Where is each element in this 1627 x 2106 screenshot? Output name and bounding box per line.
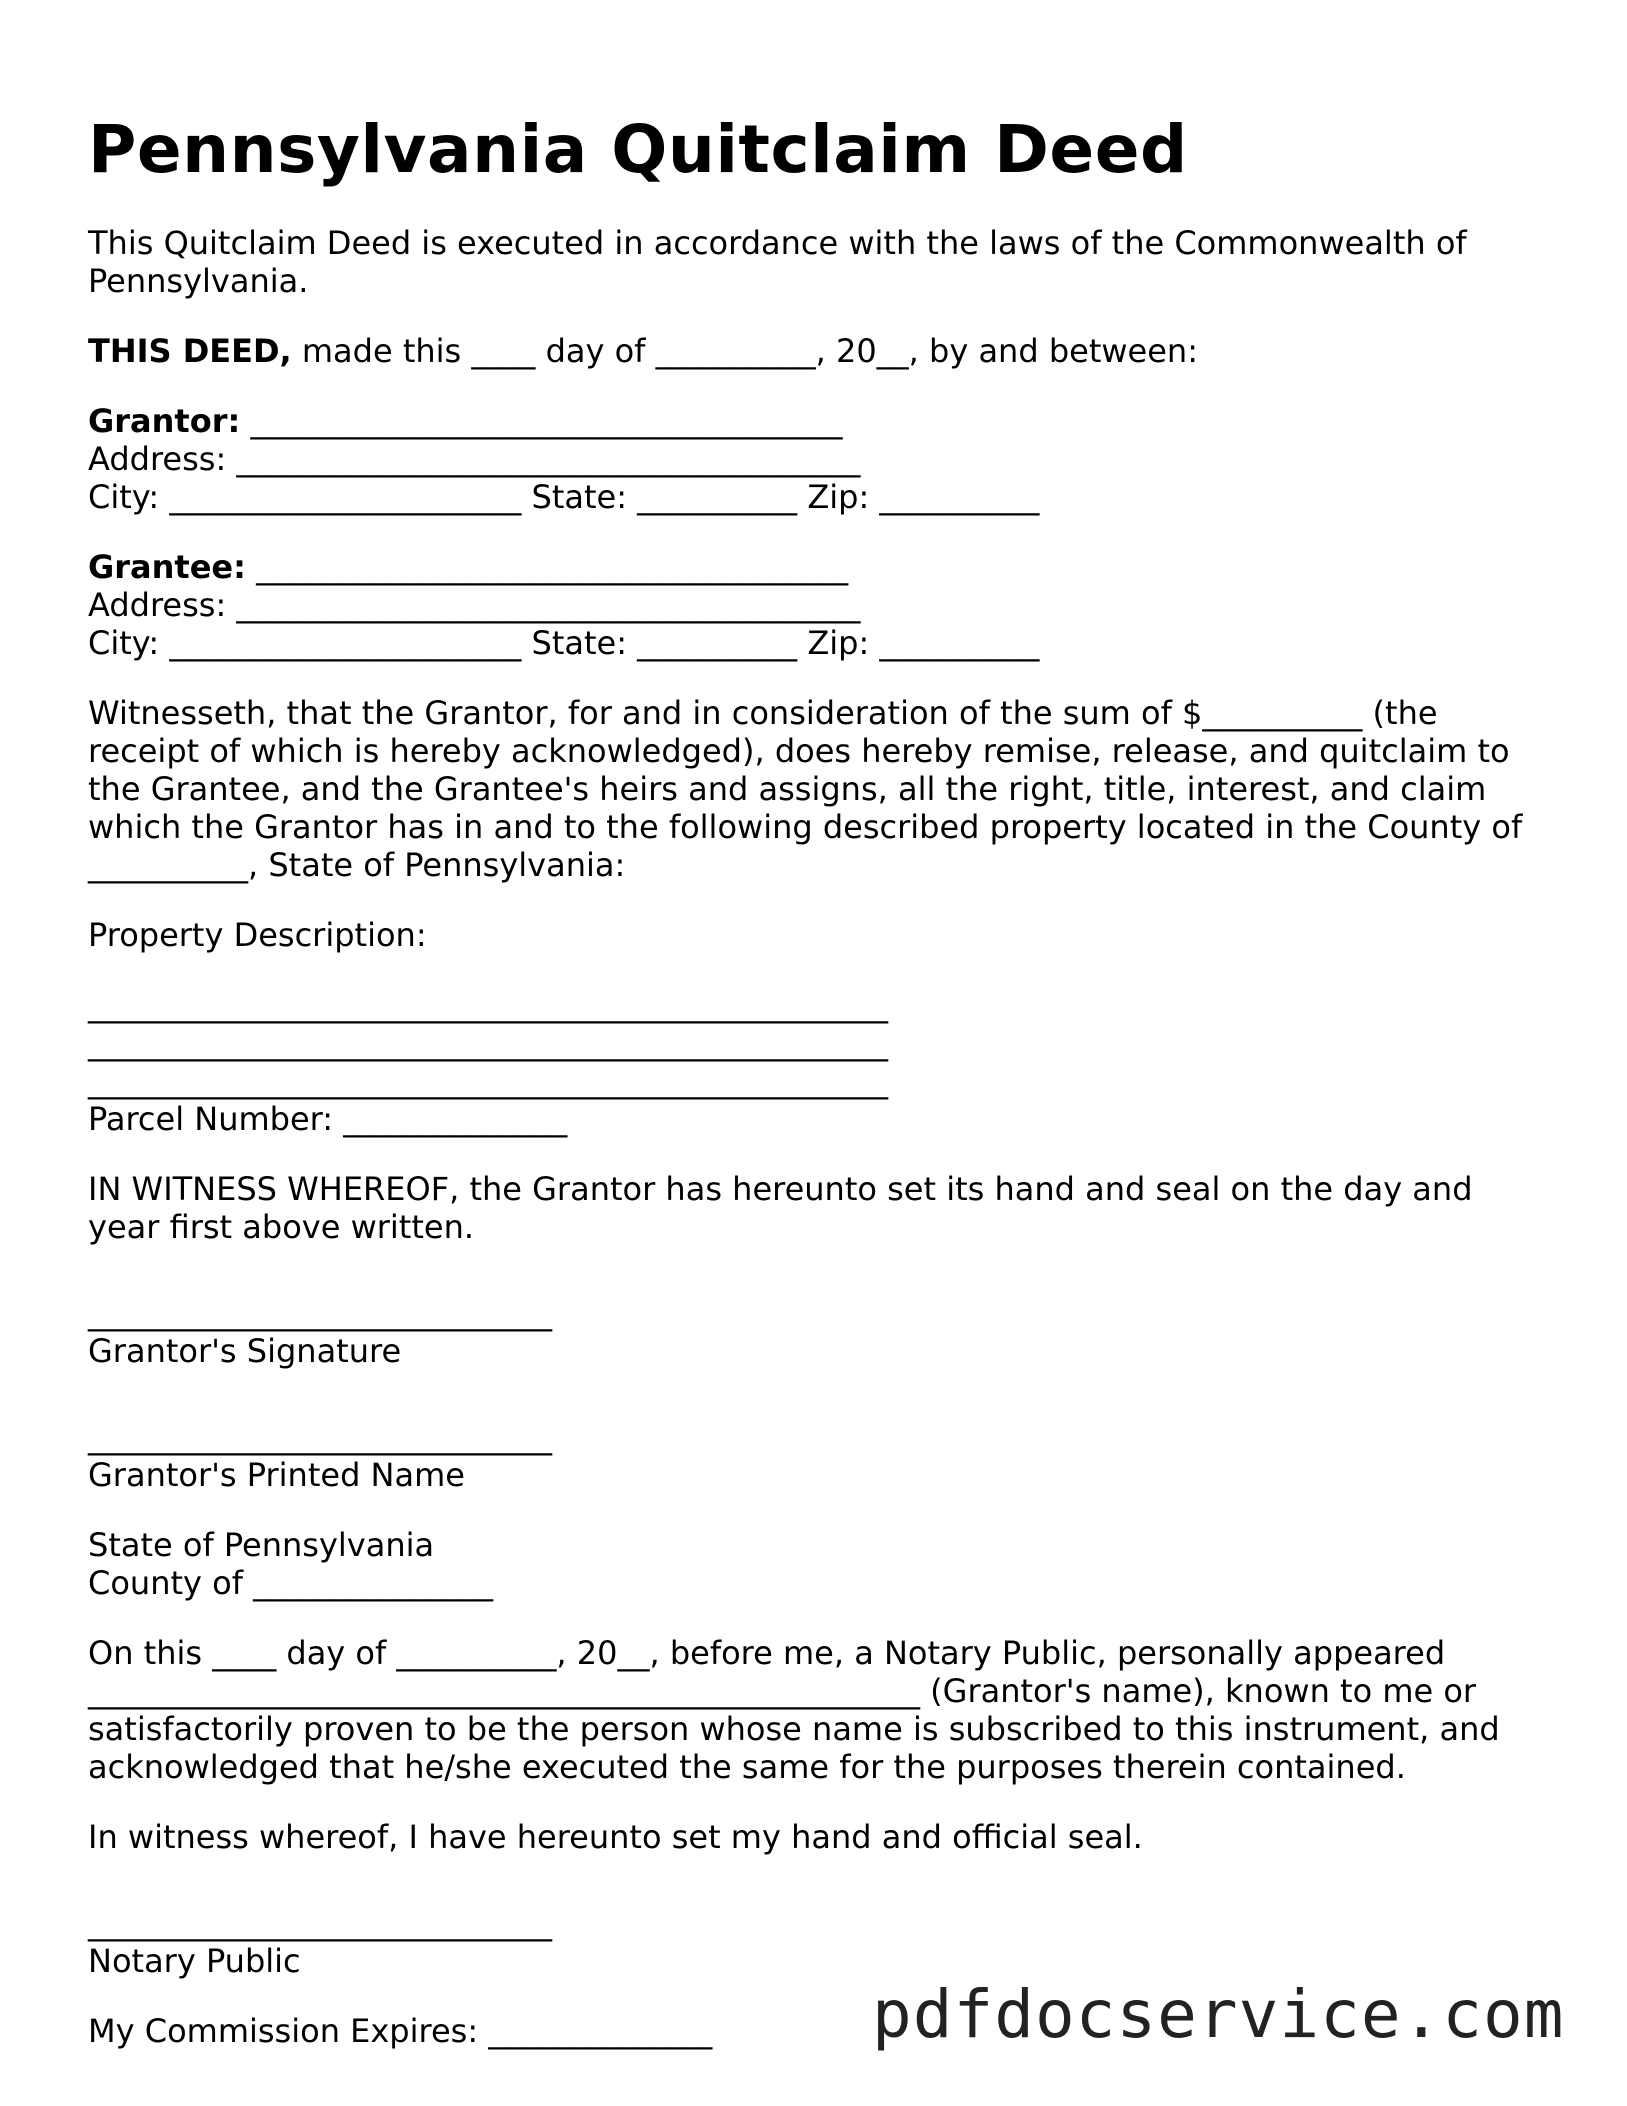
witnesseth-paragraph: Witnesseth, that the Grantor, for and in consideration of the sum of $__________ (the receipt of which is hereby acknowledged), does hereby remise, release, and quitclaim to the Grantee, and the Grantee's heirs and assigns, all the right, title, interest, and claim which the Grantor has in and to the following described property located in the County of __________, State of Pennsylvania: <box>88 694 1533 884</box>
grantor-name-field: _____________________________________ <box>240 402 843 440</box>
grantor-printed-name-line: _____________________________ <box>88 1418 552 1456</box>
grantor-signature-line: _____________________________ <box>88 1294 552 1332</box>
grantee-name-line <box>88 548 1528 586</box>
acknowledgment-line-4: acknowledged that he/she executed the same for the purposes therein contained. <box>88 1748 1406 1786</box>
page-title: Pennsylvania Quitclaim Deed <box>88 111 1188 188</box>
grantor-city-line: City: ______________________ State: __________ Zip: __________ <box>88 478 1040 516</box>
acknowledgment-line-3: satisfactorily proven to be the person whose name is subscribed to this instrument, and <box>88 1710 1500 1748</box>
grantee-label: Grantee: <box>88 548 246 586</box>
document-page <box>88 108 1533 2050</box>
grantee-name-field: _____________________________________ <box>245 548 849 586</box>
grantor-label: Grantor: <box>88 402 241 440</box>
intro-paragraph: This Quitclaim Deed is executed in accordance with the laws of the Commonwealth of Pennsylvania. <box>88 224 1477 300</box>
notary-witness-line: In witness whereof, I have hereunto set my hand and official seal. <box>88 1818 1143 1856</box>
venue-county: County of _______________ <box>88 1564 494 1602</box>
watermark: pdfdocservice.com <box>872 1976 1565 2053</box>
grantor-printed-name-label: Grantor's Printed Name <box>88 1456 465 1494</box>
property-line-2: __________________________________________________ <box>88 1024 888 1062</box>
acknowledgment-block <box>88 1634 1528 1786</box>
grantor-name-line <box>88 402 1528 440</box>
acknowledgment-line-1: On this ____ day of __________, 20__, before me, a Notary Public, personally appeared <box>88 1634 1446 1672</box>
parcel-number-line: Parcel Number: ______________ <box>88 1100 568 1138</box>
grantee-city-line: City: ______________________ State: __________ Zip: __________ <box>88 624 1040 662</box>
deed-date-text: made this ____ day of __________, 20__, by and between: <box>291 332 1198 370</box>
notary-venue-block <box>88 1526 1528 1602</box>
property-block <box>88 916 1528 1138</box>
notary-public-label: Notary Public <box>88 1942 301 1980</box>
commission-expires-line: My Commission Expires: ______________ <box>88 2012 713 2050</box>
grantor-address-line: Address: _______________________________________ <box>88 440 861 478</box>
notary-signature-line: _____________________________ <box>88 1904 552 1942</box>
property-line-3: __________________________________________________ <box>88 1062 888 1100</box>
grantor-signature-block <box>88 1294 1528 1494</box>
property-description-label: Property Description: <box>88 916 427 954</box>
grantee-address-line: Address: _______________________________________ <box>88 586 861 624</box>
grantor-signature-label: Grantor's Signature <box>88 1332 402 1370</box>
venue-state: State of Pennsylvania <box>88 1526 435 1564</box>
in-witness-paragraph: IN WITNESS WHEREOF, the Grantor has hereunto set its hand and seal on the day and year first above written. <box>88 1170 1483 1246</box>
acknowledgment-line-2: ____________________________________________________ (Grantor's name), known to me or <box>88 1672 1477 1710</box>
property-line-1: __________________________________________________ <box>88 986 888 1024</box>
grantor-block <box>88 402 1528 516</box>
grantee-block <box>88 548 1528 662</box>
deed-label: THIS DEED, <box>88 332 292 370</box>
deed-date-line <box>88 332 1528 370</box>
